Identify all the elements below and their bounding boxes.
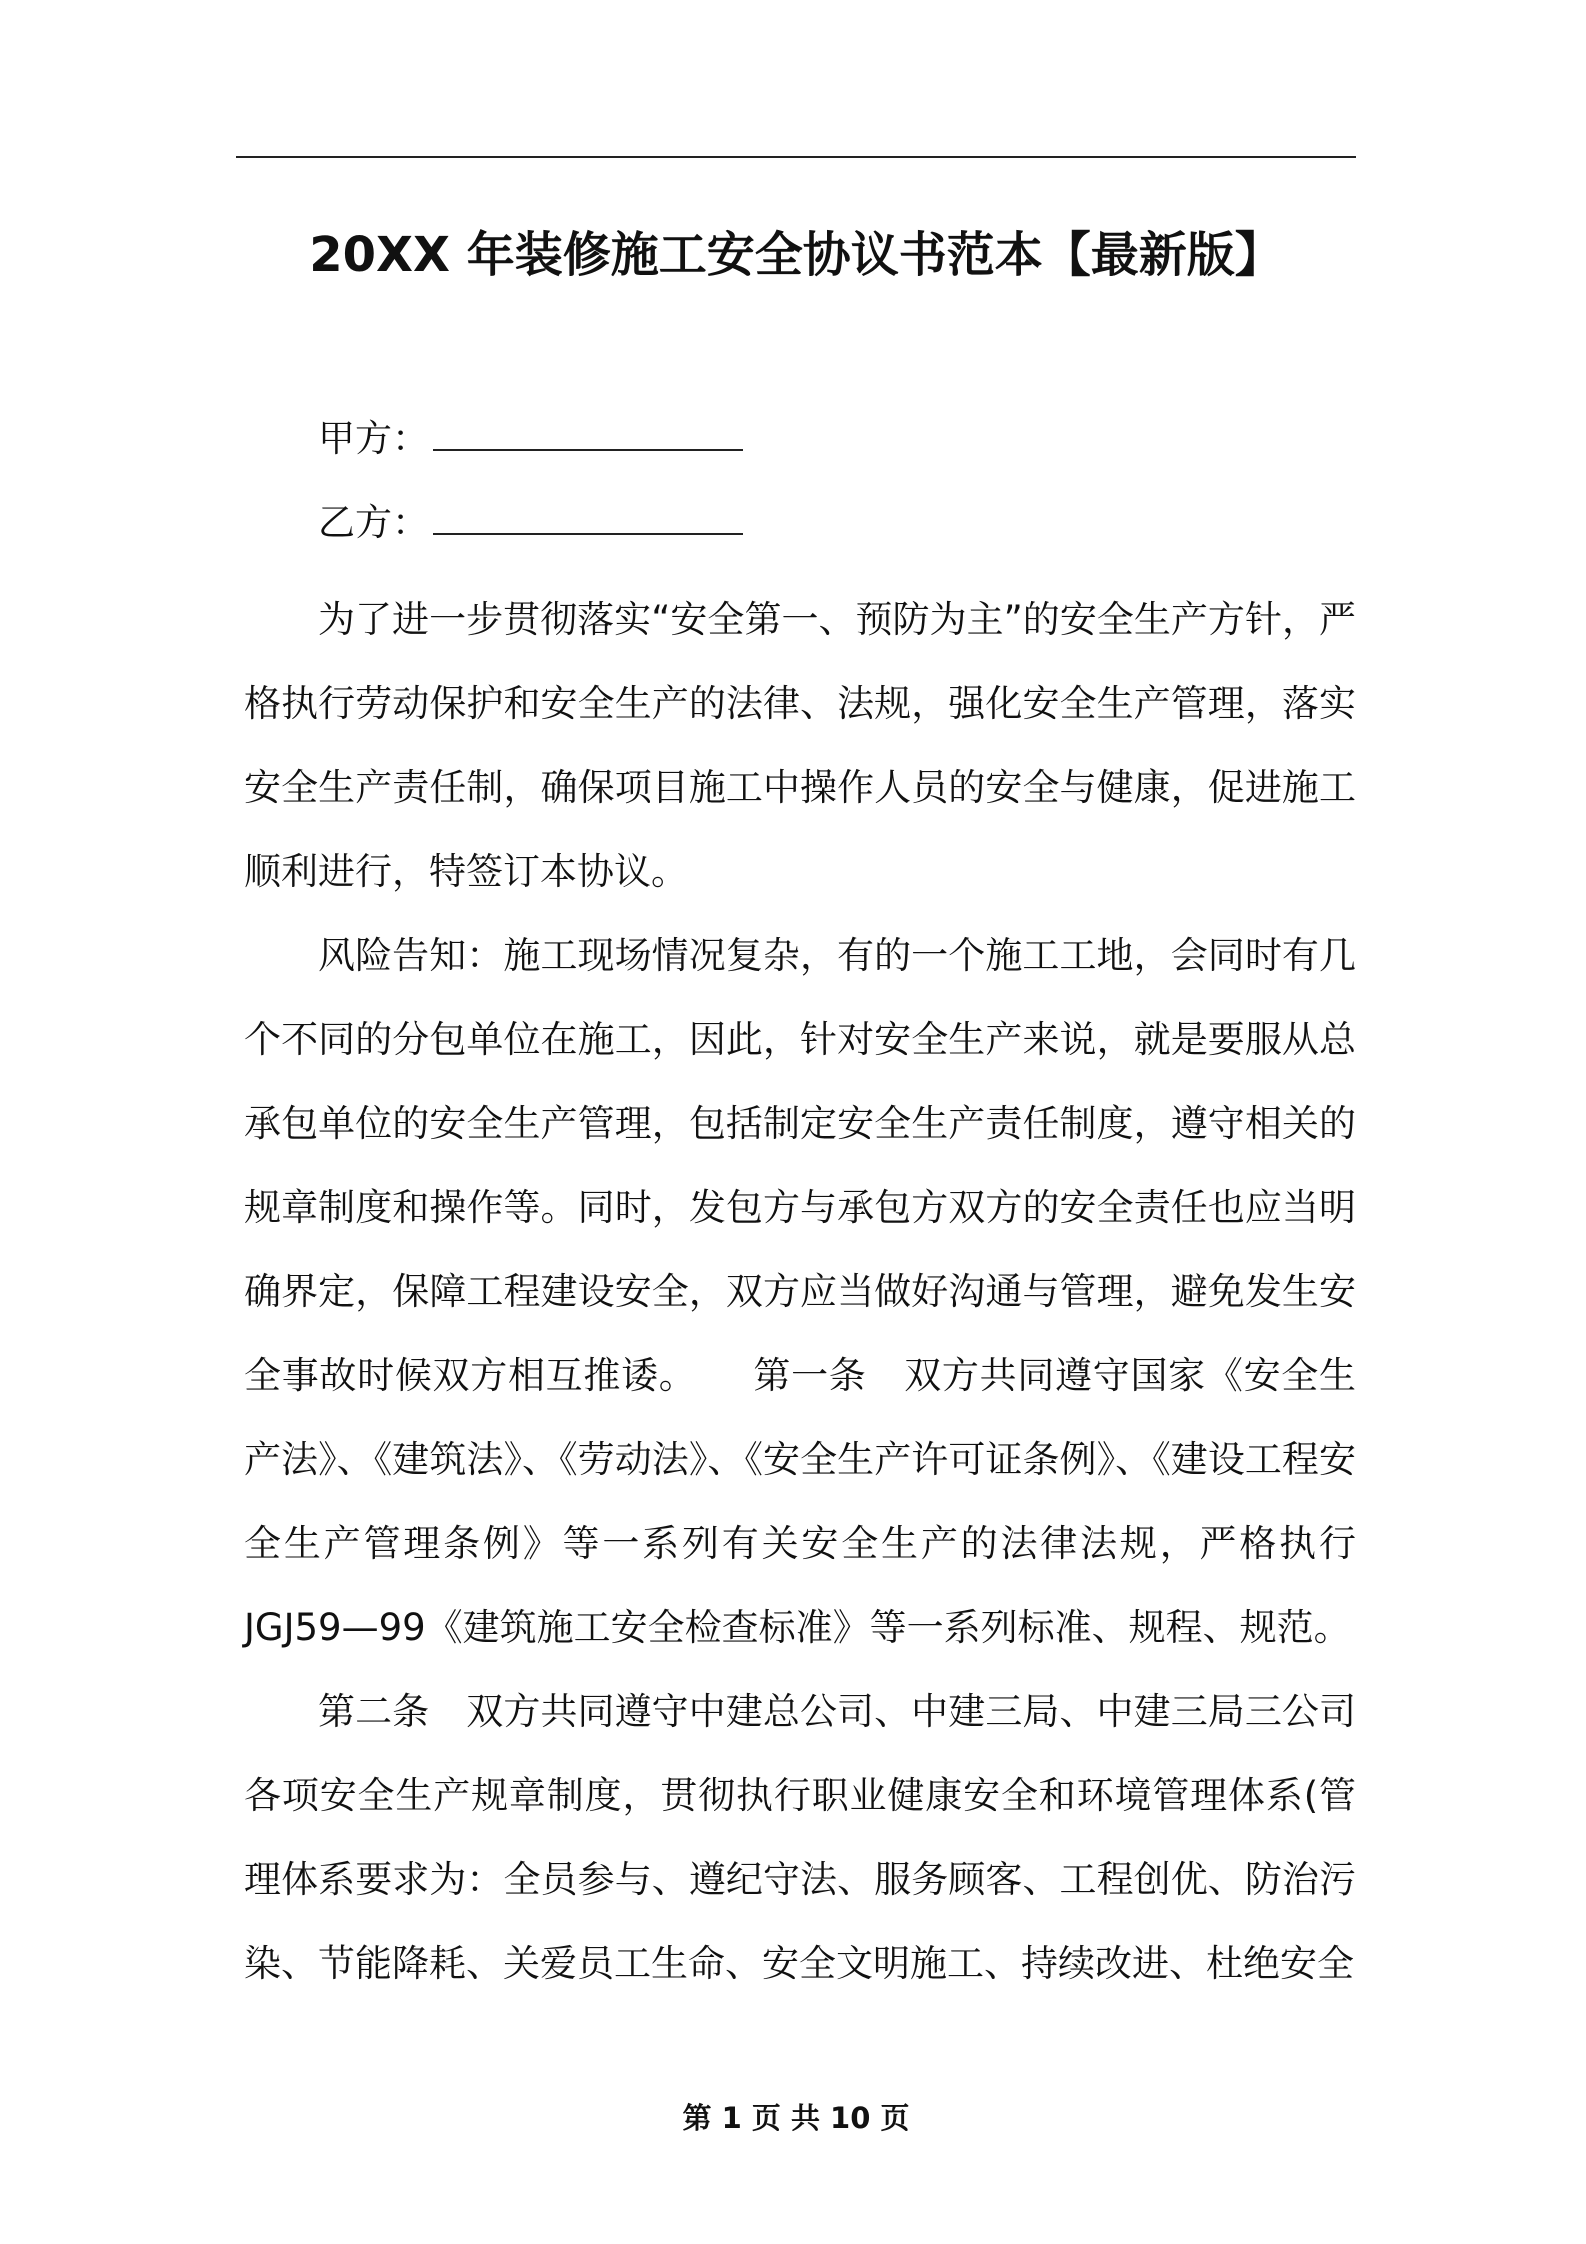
party-b-label: 乙方： bbox=[318, 501, 429, 544]
header-rule bbox=[236, 156, 1356, 158]
document-body bbox=[244, 578, 1356, 2006]
party-a-blank bbox=[433, 415, 743, 451]
party-b-line bbox=[318, 498, 743, 548]
paragraph-risk-notice: 风险告知：施工现场情况复杂，有的一个施工工地，会同时有几个不同的分包单位在施工，因此，针对安全生产来说，就是要服从总承包单位的安全生产管理，包括制定安全生产责任制度，遵守相关的规章制度和操作等。同时，发包方与承包方双方的安全责任也应当明确界定，保障工程建设安全，双方应当做好沟通与管理，避免发生安全事故时候双方相互推诿。 第一条 双方共同遵守国家《安全生产法》、《建筑法》、《劳动法》、《安全生产许可证条例》、《建设工程安全生产管理条例》等一系列有关安全生产的法律法规，严格执行JGJ59—99《建筑施工安全检查标准》等一系列标准、规程、规范。 bbox=[244, 934, 1356, 1649]
party-b-blank bbox=[433, 499, 743, 535]
party-a-line bbox=[318, 414, 743, 464]
paragraph-purpose: 为了进一步贯彻落实“安全第一、预防为主”的安全生产方针，严格执行劳动保护和安全生产的法律、法规，强化安全生产管理，落实安全生产责任制，确保项目施工中操作人员的安全与健康，促进施工顺利进行，特签订本协议。 bbox=[244, 598, 1356, 893]
document-title: 20XX 年装修施工安全协议书范本【最新版】 bbox=[309, 227, 1283, 283]
paragraph-article-2: 第二条 双方共同遵守中建总公司、中建三局、中建三局三公司各项安全生产规章制度，贯彻执行职业健康安全和环境管理体系(管理体系要求为：全员参与、遵纪守法、服务顾客、工程创优、防治污染、节能降耗、关爱员工生命、安全文明施工、持续改进、杜绝安全 bbox=[244, 1690, 1356, 1985]
page-indicator: 第 1 页 共 10 页 bbox=[682, 2101, 910, 2135]
party-a-label: 甲方： bbox=[318, 417, 429, 460]
